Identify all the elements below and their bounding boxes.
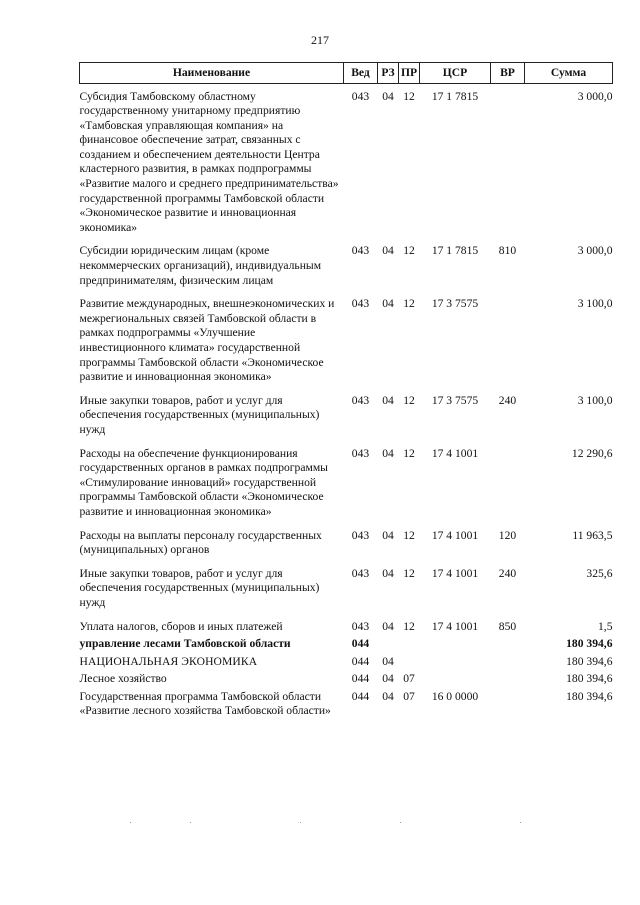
- row-ved: 043: [351, 446, 370, 460]
- header-pr: ПР: [399, 63, 420, 84]
- row-sum: 180 394,6: [566, 672, 613, 686]
- row-vr: [491, 672, 525, 690]
- scan-dot: [520, 822, 521, 823]
- page-number: 217: [311, 33, 329, 47]
- row-name: Субсидии юридическим лицам (кроме некоммерческих организаций), индивидуальным предпринимателям, физическим лицам: [79, 244, 322, 287]
- row-sum: 180 394,6: [566, 689, 613, 703]
- row-ved: 043: [351, 297, 370, 311]
- row-csr: 17 4 1001: [431, 446, 479, 460]
- row-rz: 04: [382, 672, 394, 686]
- table-row: [80, 90, 613, 245]
- row-vr: 120: [498, 528, 517, 542]
- scan-dots: [120, 822, 560, 826]
- row-pr: 12: [403, 566, 415, 580]
- row-name: Иные закупки товаров, работ и услуг для обеспечения государственных (муниципальных) нужд: [79, 566, 320, 609]
- row-sum: 180 394,6: [566, 654, 613, 668]
- row-vr: [491, 90, 525, 245]
- header-sum: Сумма: [525, 63, 613, 84]
- row-vr: [491, 297, 525, 394]
- header-vr: ВР: [491, 63, 525, 84]
- table-row: [80, 567, 613, 620]
- budget-table: [79, 62, 613, 722]
- header-rz: РЗ: [378, 63, 399, 84]
- row-csr: 17 3 7575: [431, 297, 479, 311]
- table-row: [80, 672, 613, 690]
- row-pr: 12: [403, 89, 415, 103]
- row-csr: 17 4 1001: [431, 619, 479, 633]
- row-csr: 17 1 7815: [431, 89, 479, 103]
- row-pr: 12: [403, 393, 415, 407]
- row-name: Лесное хозяйство: [79, 672, 167, 686]
- scan-dot: [130, 822, 131, 823]
- row-pr: 12: [403, 528, 415, 542]
- row-sum: 3 100,0: [577, 297, 613, 311]
- header-ved: Вед: [344, 63, 378, 84]
- table-row: [80, 447, 613, 529]
- row-vr: 850: [498, 619, 517, 633]
- table-row: [80, 394, 613, 447]
- row-vr: [491, 637, 525, 655]
- table-header-row: [80, 63, 613, 84]
- table-row: [80, 620, 613, 638]
- row-csr: 17 1 7815: [431, 244, 479, 258]
- row-name: Субсидия Тамбовскому областному государственному унитарному предприятию «Тамбовская управляющая компания» на финансовое обеспечение затрат, связанных с созданием и обеспечением деятельности Центра кластерного развития, в рамках подпрограммы «Развитие малого и среднего предпринимательства» государственной программы Тамбовской области «Экономическое развитие и инновационная экономика»: [79, 89, 339, 234]
- row-csr: [420, 655, 491, 673]
- row-sum: 12 290,6: [571, 446, 613, 460]
- table-row: [80, 297, 613, 394]
- row-name: Развитие международных, внешнеэкономических и межрегиональных связей Тамбовской области в рамках подпрограммы «Улучшение инвестиционного климата» государственной программы Тамбовской области «Экономическое развитие и инновационная экономика»: [79, 297, 335, 384]
- row-csr: 17 3 7575: [431, 393, 479, 407]
- row-name: НАЦИОНАЛЬНАЯ ЭКОНОМИКА: [79, 654, 258, 668]
- row-ved: 044: [351, 672, 370, 686]
- row-csr: 17 4 1001: [431, 566, 479, 580]
- row-pr: 12: [403, 446, 415, 460]
- row-rz: 04: [382, 689, 394, 703]
- row-name: Государственная программа Тамбовской области «Развитие лесного хозяйства Тамбовской области»: [79, 689, 331, 718]
- row-vr: [491, 447, 525, 529]
- row-pr: 07: [403, 689, 415, 703]
- row-pr: 12: [403, 297, 415, 311]
- row-rz: 04: [382, 654, 394, 668]
- table-row: [80, 244, 613, 297]
- row-rz: 04: [382, 446, 394, 460]
- scan-dot: [400, 822, 401, 823]
- row-sum: 3 000,0: [577, 244, 613, 258]
- row-vr: 810: [498, 244, 517, 258]
- row-ved: 044: [351, 654, 370, 668]
- row-name: Иные закупки товаров, работ и услуг для обеспечения государственных (муниципальных) нужд: [79, 393, 320, 436]
- header-csr: ЦСР: [420, 63, 491, 84]
- table-row: [80, 529, 613, 567]
- row-rz: 04: [382, 393, 394, 407]
- row-vr: [491, 690, 525, 722]
- header-name: Наименование: [80, 63, 344, 84]
- row-csr: [420, 637, 491, 655]
- row-vr: 240: [498, 393, 517, 407]
- row-rz: 04: [382, 244, 394, 258]
- row-ved: 043: [351, 528, 370, 542]
- row-csr: [420, 672, 491, 690]
- row-rz: 04: [382, 619, 394, 633]
- scan-dot: [300, 822, 301, 823]
- row-pr: [399, 655, 420, 673]
- row-ved: 043: [351, 89, 370, 103]
- row-csr: 17 4 1001: [431, 528, 479, 542]
- row-rz: 04: [382, 297, 394, 311]
- row-name: Расходы на обеспечение функционирования государственных органов в рамках подпрограммы «Стимулирование инноваций» государственной программы Тамбовской области «Экономическое развитие и инновационная экономика»: [79, 446, 328, 518]
- row-csr: 16 0 0000: [431, 689, 479, 703]
- row-ved: 043: [351, 244, 370, 258]
- row-name: Расходы на выплаты персоналу государственных (муниципальных) органов: [79, 528, 322, 557]
- row-rz: [378, 637, 399, 655]
- row-rz: 04: [382, 566, 394, 580]
- scan-dot: [190, 822, 191, 823]
- row-ved: 043: [351, 393, 370, 407]
- table-row: [80, 637, 613, 655]
- row-rz: 04: [382, 89, 394, 103]
- row-ved: 043: [351, 619, 370, 633]
- row-sum: 11 963,5: [572, 528, 613, 542]
- row-pr: 12: [403, 244, 415, 258]
- row-sum: 3 100,0: [577, 393, 613, 407]
- row-pr: 12: [403, 619, 415, 633]
- row-name: управление лесами Тамбовской области: [79, 637, 291, 651]
- row-name: Уплата налогов, сборов и иных платежей: [79, 619, 283, 633]
- row-sum: 1,5: [598, 619, 613, 633]
- row-ved: 044: [351, 637, 370, 651]
- row-sum: 325,6: [586, 566, 613, 580]
- row-ved: 043: [351, 566, 370, 580]
- row-sum: 3 000,0: [577, 89, 613, 103]
- row-vr: 240: [498, 566, 517, 580]
- row-vr: [491, 655, 525, 673]
- table-row: [80, 655, 613, 673]
- row-pr: 07: [403, 672, 415, 686]
- row-pr: [399, 637, 420, 655]
- row-ved: 044: [351, 689, 370, 703]
- row-rz: 04: [382, 528, 394, 542]
- row-sum: 180 394,6: [566, 637, 613, 651]
- table-row: [80, 690, 613, 722]
